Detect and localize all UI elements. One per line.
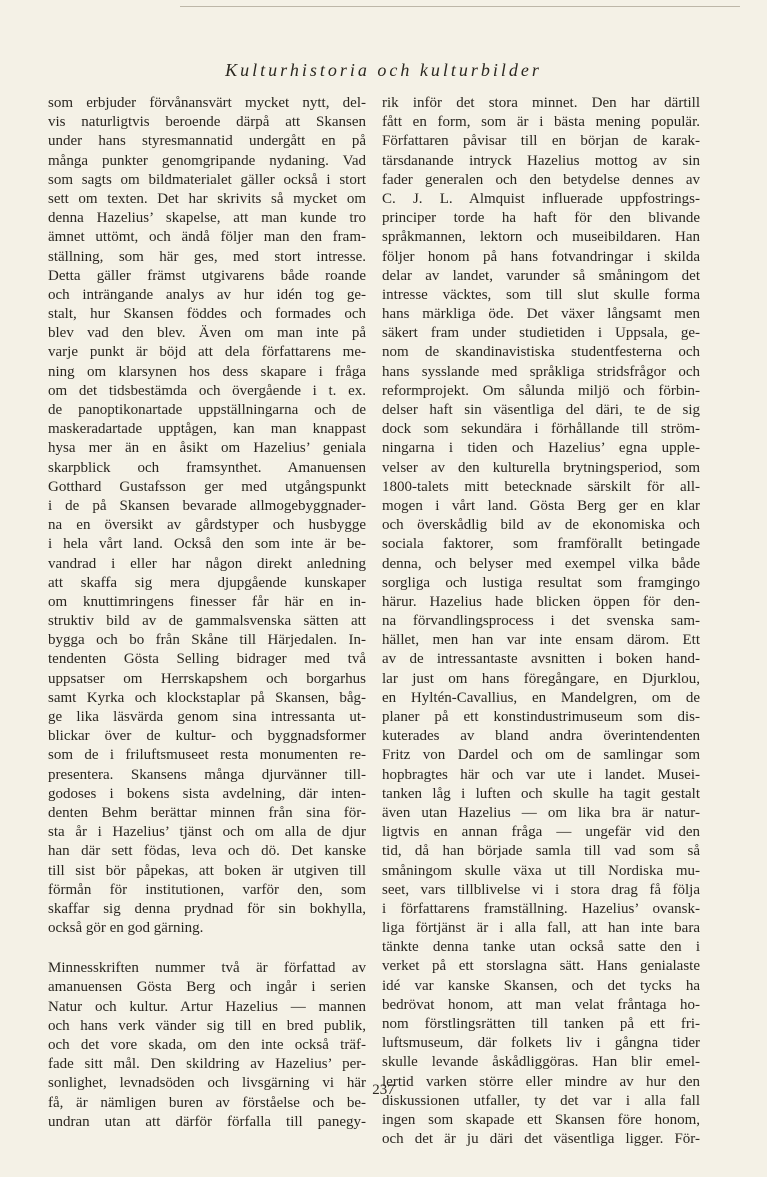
text-line: undran utan att därför förfalla till panegy- bbox=[48, 1113, 366, 1130]
text-line: skulle levande åskådliggöras. Han blir emel- bbox=[382, 1054, 700, 1071]
text-line: dock som sekundära i förhållande till ström- bbox=[382, 421, 700, 438]
text-line: planer på ett konstindustrimuseum som dis- bbox=[382, 709, 700, 725]
text-line: förmån för institutionen, varför den, som bbox=[48, 881, 366, 898]
text-line: principer torde ha haft för den blivande bbox=[382, 210, 700, 227]
text-line: vandrad i eller har någon direkt anledning bbox=[48, 555, 366, 572]
text-line: sorgliga och lustiga resultat som framgingo bbox=[382, 574, 700, 591]
text-line: följer honom på hans fotvandringar i skilda bbox=[382, 248, 700, 265]
text-line: tid, då han började samla till vad som så bbox=[382, 843, 700, 860]
text-line: tanken låg i luften och skulle ha tagit gestalt bbox=[382, 785, 700, 802]
text-line: i de på Skansen bevarade allmogebyggnader- bbox=[48, 497, 366, 514]
text-line: Detta gäller främst utgivarens både roande bbox=[48, 267, 366, 284]
text-line: under hans styresmannatid undergått en på bbox=[48, 133, 366, 150]
text-line: na en översikt av gårdstyper och husbygge bbox=[48, 517, 366, 534]
text-line: varje punkt är böjd att dela författarens me- bbox=[48, 344, 366, 361]
text-line: samt Kyrka och klockstaplar på Skansen, båg- bbox=[48, 689, 366, 706]
text-line: som erbjuder förvånansvärt mycket nytt, del- bbox=[48, 95, 366, 111]
text-line: språkmannen, lektorn och museibildaren. Han bbox=[382, 229, 700, 246]
text-line: presentera. Skansens många djurvänner till- bbox=[48, 766, 366, 783]
text-line: tärsdanande intryck Hazelius mottog av sin bbox=[382, 152, 700, 169]
text-line: sociala faktorer, som framförallt betingade bbox=[382, 536, 700, 553]
text-line: struktiv bild av de gammalsvenska sätten att bbox=[48, 613, 366, 630]
text-line: och det är ju däri det väsentliga ligger. För- bbox=[382, 1131, 700, 1148]
text-line: som de i friluftsmuseet resta monumenten re- bbox=[48, 747, 366, 764]
paragraph-1 bbox=[48, 94, 366, 938]
text-line: ligtvis en annan fråga — ungefär vid den bbox=[382, 824, 700, 841]
text-line: delser haft sin väsentliga del däri, te de sig bbox=[382, 402, 700, 418]
text-line: velser av den kulturella brytningsperiod, som bbox=[382, 459, 700, 476]
text-line: lar just om hans föregångare, en Djurklou, bbox=[382, 670, 700, 687]
text-line: blickar över de kultur- och byggnadsformer bbox=[48, 728, 366, 745]
text-line: nom förstlingsrätten till tanken på ett fri- bbox=[382, 1016, 700, 1032]
text-line: seet, vars tillblivelse vi i stora drag få följa bbox=[382, 881, 700, 898]
page-number: 237 bbox=[372, 1082, 395, 1098]
text-line: bygga och bo från Skåne till Härjedalen. In- bbox=[48, 632, 366, 649]
text-line: intresse väcktes, som till slut skulle forma bbox=[382, 286, 700, 303]
text-line: ingen som skapade ett Skansen före honom, bbox=[382, 1111, 700, 1128]
text-line: lertid varken större eller mindre av hur den bbox=[382, 1073, 700, 1090]
right-column bbox=[382, 94, 700, 1149]
text-line: sonlighet, levnadsöden och livsgärning vi här bbox=[48, 1075, 366, 1092]
text-line: Minnesskriften nummer två är författad av bbox=[48, 960, 366, 977]
text-line: Fritz von Dardel och om de samlingar som bbox=[382, 747, 700, 764]
text-line: att skaffa sig mera djupgående kunskaper bbox=[48, 574, 366, 591]
text-line: idé var kanske Skansen, och det tycks ha bbox=[382, 977, 700, 994]
text-line: få, är nämligen buren av förståelse och be- bbox=[48, 1094, 366, 1111]
text-line: nom de skandinavistiska studentfesterna och bbox=[382, 344, 700, 361]
text-line: diskussionen utfaller, ty det var i alla fall bbox=[382, 1092, 700, 1109]
text-line: delar av landet, varunder så småningom det bbox=[382, 267, 700, 284]
text-line: om det tidsbestämda och övergående i t. ex. bbox=[48, 382, 366, 399]
text-line: amanuensen Gösta Berg och ingår i serien bbox=[48, 979, 366, 996]
text-line: av de intressantaste avsnitten i boken hand- bbox=[382, 651, 700, 668]
text-line: sta år i Hazelius’ tjänst och om alla de djur bbox=[48, 824, 366, 841]
text-line: C. J. L. Almquist influerade uppfostrings- bbox=[382, 190, 700, 207]
text-line: härur. Hazelius hade blicken öppen för den- bbox=[382, 593, 700, 610]
text-line: hans märkliga öde. Det växer långsamt men bbox=[382, 306, 700, 323]
text-line: godoses i bokens sista avdelning, där inten- bbox=[48, 785, 366, 802]
text-line: Författaren påvisar till en början de karak- bbox=[382, 133, 700, 150]
text-line: maskeradartade upptågen, kan man knappast bbox=[48, 421, 366, 438]
text-line: reformprojekt. Om sålunda miljö och förbin- bbox=[382, 382, 700, 399]
text-line: verket på ett storslagna sätt. Hans genialaste bbox=[382, 958, 700, 975]
text-line: fått en form, som är i bästa mening populär. bbox=[382, 114, 700, 131]
text-line: stalt, hur Skansen föddes och formades och bbox=[48, 306, 366, 323]
text-line: uppsatser om Herrskapshem och borgarhus bbox=[48, 670, 366, 687]
text-line: de panoptikonartade uppställningarna och de bbox=[48, 402, 366, 418]
text-line: tendenten Gösta Selling bidrager med två bbox=[48, 651, 366, 668]
text-line: ge lika läsvärda genom sina intressanta ut- bbox=[48, 709, 366, 725]
text-line: i hela vårt land. Också den som inte är be- bbox=[48, 536, 366, 553]
text-line: blev vad den blev. Även om man inte på bbox=[48, 325, 366, 342]
text-line: denten Behm berättar minnen från sina för- bbox=[48, 804, 366, 821]
text-line: luftsmuseum, där folkets liv i gångna tider bbox=[382, 1035, 700, 1052]
text-line: vis naturligtvis beroende därpå att Skansen bbox=[48, 114, 366, 131]
text-line: skaffar sig denna prydnad för sin bokhylla, bbox=[48, 900, 366, 917]
text-line: och hans verk vänder sig till en bred publik, bbox=[48, 1017, 366, 1034]
text-line: hopbragtes här och var ute i landet. Musei- bbox=[382, 766, 700, 783]
text-line: om knuttimringens finesser får här en in- bbox=[48, 593, 366, 610]
text-line: i författarens framställning. Hazelius’ ovansk- bbox=[382, 900, 700, 917]
text-line: skarpblick och framsynthet. Amanuensen bbox=[48, 459, 366, 476]
text-line: hället, men han var inte ensam därom. Ett bbox=[382, 632, 700, 649]
paragraph-gap bbox=[48, 938, 366, 959]
text-line: också gör en god gärning. bbox=[48, 920, 204, 937]
text-line: hysa mer än en åsikt om Hazelius’ geniala bbox=[48, 440, 366, 457]
text-line: kuterades av bland andra överintendenten bbox=[382, 728, 700, 745]
running-header: Kulturhistoria och kulturbilder bbox=[225, 60, 542, 80]
text-line: rik inför det stora minnet. Den har därtill bbox=[382, 95, 700, 111]
text-line: Natur och kultur. Artur Hazelius — mannen bbox=[48, 998, 366, 1015]
text-line: bedrövat honom, att man velat fråntaga ho- bbox=[382, 996, 700, 1013]
paragraph-3 bbox=[382, 94, 700, 1149]
text-line: och det vore skada, om den inte också träf- bbox=[48, 1037, 366, 1053]
text-line: en Hyltén-Cavallius, en Mandelgren, om de bbox=[382, 689, 700, 706]
text-line: sett om texten. Det har skrivits så mycket om bbox=[48, 190, 366, 207]
text-line: som sagts om bildmaterialet gäller också i stort bbox=[48, 171, 366, 188]
text-line: liga förtjänst är i alla fall, att han inte bara bbox=[382, 920, 700, 937]
text-line: många punkter genomgripande nydaning. Vad bbox=[48, 152, 366, 169]
text-line: och inträngande analys av hur idén tog ge- bbox=[48, 286, 366, 303]
text-line: mogen i vårt land. Gösta Berg ger en klar bbox=[382, 497, 700, 514]
text-line: 1800-talets mitt betecknade särskilt för all- bbox=[382, 478, 700, 495]
text-line: fade sitt mål. Den skildring av Hazelius’ per- bbox=[48, 1056, 366, 1073]
paragraph-2 bbox=[48, 959, 366, 1132]
text-line: denna, och belyser med exempel vilka både bbox=[382, 555, 700, 572]
text-line: ställning, som här ges, med stort intresse. bbox=[48, 248, 366, 265]
text-line: fader generalen och den betydelse dennes av bbox=[382, 171, 700, 188]
text-line: ning om klarsynen hos dess skapare i fråga bbox=[48, 363, 366, 380]
text-line: denna Hazelius’ skapelse, att man kunde tro bbox=[48, 210, 366, 227]
top-rule bbox=[180, 6, 740, 7]
text-line: Gotthard Gustafsson ger med utgångspunkt bbox=[48, 478, 366, 495]
text-line: ämnet uttömt, och ändå följer man den fram- bbox=[48, 229, 366, 246]
text-line: även utan Hazelius — om lika bra är natur- bbox=[382, 804, 700, 821]
text-line: han där sett födas, leva och dö. Det kanske bbox=[48, 843, 366, 860]
text-line: hans sysslande med språkliga stridsfrågor och bbox=[382, 363, 700, 380]
text-line: säkert fram under studietiden i Uppsala, ge- bbox=[382, 325, 700, 342]
text-line: till sist bör påpekas, att boken är utgiven till bbox=[48, 862, 366, 879]
left-column bbox=[48, 94, 366, 1132]
text-line: tänkte denna tanke utan också satte den i bbox=[382, 939, 700, 956]
text-line: ningarna i tiden och Hazelius’ egna upple- bbox=[382, 440, 700, 457]
text-line: och överskådlig bild av de ekonomiska och bbox=[382, 517, 700, 534]
text-line: na förvandlingsprocess i det svenska sam- bbox=[382, 613, 700, 630]
text-line: småningom skulle växa ut till Nordiska mu- bbox=[382, 862, 700, 879]
